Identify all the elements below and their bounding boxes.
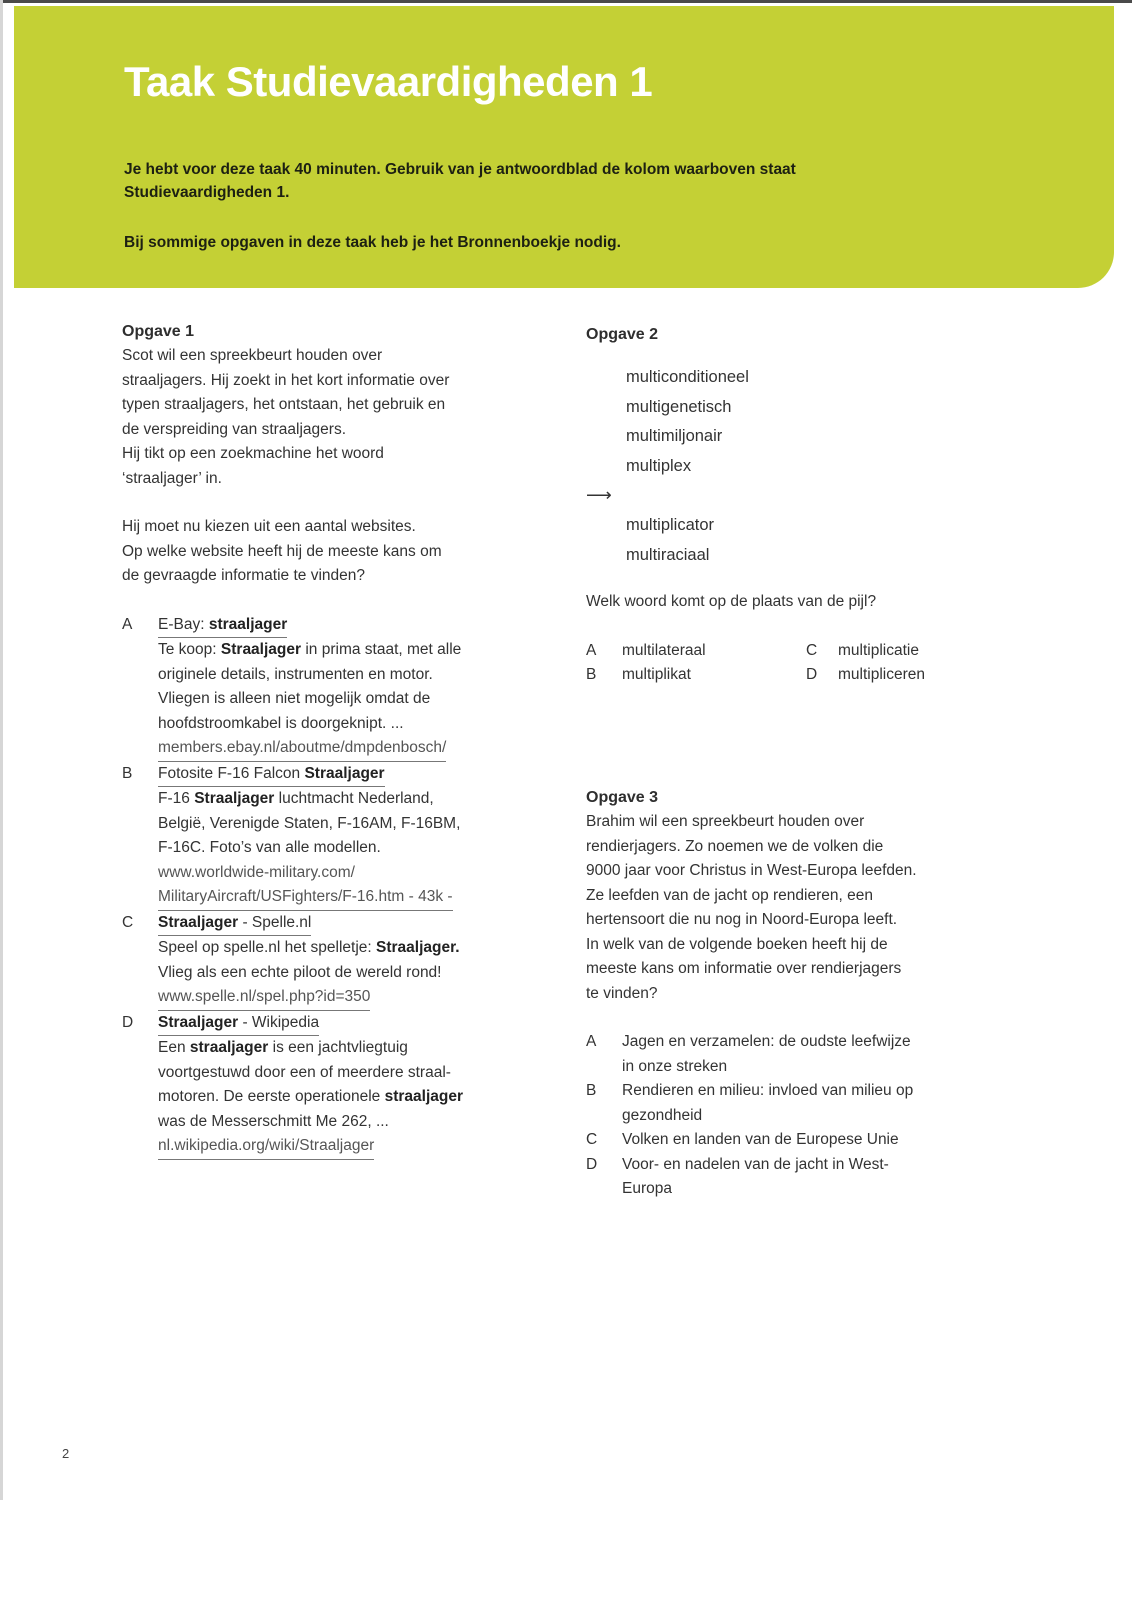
result-text: Te koop: Straaljager in prima staat, met alle [158,641,462,658]
top-rule [0,0,1132,3]
opgave-1 [122,320,542,1160]
option-letter: A [586,1033,597,1050]
result-text: België, Verenigde Staten, F-16AM, F-16BM, [158,814,461,832]
text-line: typen straaljagers, het ontstaan, het gebruik en [122,396,446,413]
option-letter: C [806,641,818,659]
page-edge [0,0,3,1500]
intro-line: Je hebt voor deze taak 40 minuten. Gebruik van je antwoordblad de kolom waarboven staat [124,161,796,178]
text-line: Ze leefden van de jacht op rendieren, een [586,886,873,904]
result-text: voortgestuwd door een of meerdere straal- [158,1063,451,1081]
opgave-text [122,344,542,491]
option-letter: C [122,913,134,931]
option-d[interactable]: multipliceren [838,666,926,683]
option-c[interactable] [586,1128,1006,1153]
opgave-text [586,810,1006,1006]
arrow-row [586,481,1006,511]
result-text: F-16 Straaljager luchtmacht Nederland, [158,790,434,807]
opgave-3 [586,786,1006,1202]
result-url: MilitaryAircraft/USFighters/F-16.htm - 43k - [158,885,453,911]
text-line: hertensoort die nu nog in Noord-Europa leeft. [586,911,898,928]
result-text: F-16C. Foto’s van alle modellen. [158,839,381,856]
option-c[interactable] [122,911,542,1011]
option-letter: D [806,666,818,683]
opgave-question: Welk woord komt op de plaats van de pijl? [586,593,877,610]
result-url: nl.wikipedia.org/wiki/Straaljager [158,1134,374,1160]
result-heading: E-Bay: straaljager [158,613,287,639]
text-line: de verspreiding van straaljagers. [122,420,347,438]
opgave-2 [586,323,1006,688]
option-a[interactable] [586,1030,1006,1079]
result-text: motoren. De eerste operationele straaljager [158,1088,464,1105]
option-a[interactable] [122,613,542,762]
option-letter: A [586,641,597,659]
option-a[interactable]: multilateraal [622,641,706,659]
option-text: Jagen en verzamelen: de oudste leefwijze [622,1033,911,1050]
result-heading: Fotosite F-16 Falcon Straaljager [158,762,385,788]
opgave-title: Opgave 2 [586,326,659,343]
result-text: Een straaljager is een jachtvliegtuig [158,1039,408,1056]
result-url: members.ebay.nl/aboutme/dmpdenbosch/ [158,736,446,762]
text-line: In welk van de volgende boeken heeft hij de [586,935,888,953]
option-d[interactable] [586,1153,1006,1202]
result-heading: Straaljager - Spelle.nl [158,911,311,937]
result-text: Speel op spelle.nl het spelletje: Straaljager. [158,939,460,956]
word-list [626,363,1006,481]
text-line: straaljagers. Hij zoekt in het kort informatie over [122,371,450,389]
text-line: 9000 jaar voor Christus in West-Europa leefden. [586,862,917,879]
opgave-title: Opgave 1 [122,323,195,340]
word-item: multiplicator [626,516,715,534]
option-letter: D [586,1155,598,1173]
option-text: gezondheid [622,1106,703,1124]
result-text: Vliegen is alleen niet mogelijk omdat de [158,690,431,707]
intro-text [124,158,1004,204]
option-letter: B [122,764,133,782]
option-text: Voor- en nadelen van de jacht in West- [622,1155,889,1173]
word-item: multiraciaal [626,545,710,564]
text-line: te vinden? [586,984,658,1002]
word-list [626,511,1006,570]
intro-note: Bij sommige opgaven in deze taak heb je het Bronnenboekje nodig. [124,234,621,251]
option-letter: B [586,1082,597,1099]
option-c[interactable]: multiplicatie [838,641,919,659]
option-letter: C [586,1131,598,1148]
text-line: Op welke website heeft hij de meeste kans om [122,542,442,560]
option-letter: A [122,615,133,633]
arrow-icon: ⟶ [586,485,612,505]
result-url: www.worldwide-military.com/ [158,863,355,881]
word-item: multiplex [626,456,692,475]
result-text: Vlieg als een echte piloot de wereld rond! [158,963,442,981]
opgave-title: Opgave 3 [586,789,659,806]
option-b[interactable]: multiplikat [622,666,691,683]
result-url: www.spelle.nl/spel.php?id=350 [158,985,370,1011]
text-line: Hij moet nu kiezen uit een aantal websites. [122,518,416,535]
text-line: Brahim wil een spreekbeurt houden over [586,813,865,830]
result-text: originele details, instrumenten en motor. [158,665,433,683]
option-d[interactable] [122,1011,542,1160]
word-item: multimiljonair [626,427,723,445]
page-title: Taak Studievaardigheden 1 [124,58,653,105]
page-number: 2 [62,1446,70,1461]
text-line: Hij tikt op een zoekmachine het woord [122,445,384,462]
word-item: multiconditioneel [626,368,749,386]
option-b[interactable] [586,1079,1006,1128]
text-line: meeste kans om informatie over rendierjagers [586,960,902,977]
answer-grid [586,639,1006,688]
option-letter: D [122,1013,134,1031]
result-text: hoofdstroomkabel is doorgeknipt. ... [158,714,404,732]
text-line: ‘straaljager’ in. [122,469,222,487]
option-text: in onze streken [622,1057,728,1075]
option-text: Rendieren en milieu: invloed van milieu op [622,1082,914,1099]
option-text: Europa [622,1180,672,1197]
option-b[interactable] [122,762,542,911]
option-letter: B [586,666,597,683]
intro-line: Studievaardigheden 1. [124,184,290,201]
text-line: de gevraagde informatie te vinden? [122,567,365,584]
result-text: was de Messerschmitt Me 262, ... [158,1112,389,1130]
text-line: Scot wil een spreekbeurt houden over [122,347,383,364]
text-line: rendierjagers. Zo noemen we de volken die [586,837,884,855]
opgave-question [122,515,542,589]
result-heading: Straaljager - Wikipedia [158,1011,319,1037]
option-text: Volken en landen van de Europese Unie [622,1131,899,1148]
word-item: multigenetisch [626,397,732,416]
